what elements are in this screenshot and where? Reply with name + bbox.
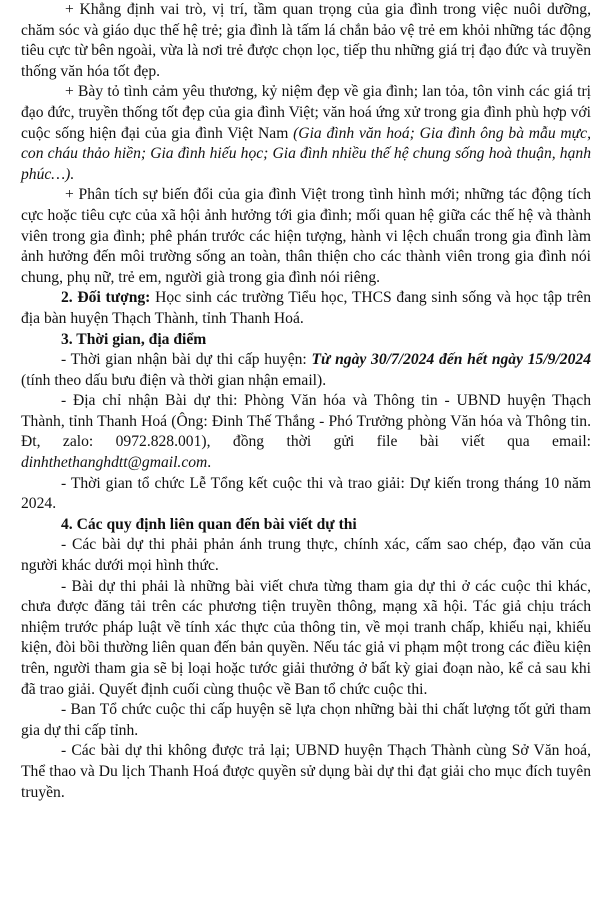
- time-submission-label: - Thời gian nhận bài dự thi cấp huyện:: [61, 351, 312, 369]
- section-participants: [21, 288, 591, 329]
- time-submission-dates: Từ ngày 30/7/2024 đến hết ngày 15/9/2024: [311, 351, 591, 369]
- rule-honesty: - Các bài dự thi phải phản ánh trung thực, chính xác, cấm sao chép, đạo văn của người khác dưới mọi hình thức.: [21, 536, 591, 575]
- time-submission-note: (tính theo dấu bưu điện và thời gian nhận email).: [21, 371, 327, 389]
- submission-address-text: - Địa chỉ nhận Bài dự thi: Phòng Văn hóa và Thông tin - UBND huyện Thạch Thành, tỉnh Thanh Hoá (Ông: Đinh Thế Thắng - Phó Trưởng phòng Văn hóa và Thông tin. Đt, zalo: 0972.828.001), đồng thời gửi file bài viết qua email:: [21, 392, 591, 451]
- paragraph-family-love: [21, 82, 591, 185]
- submission-address: [21, 391, 591, 473]
- submission-email[interactable]: dinhthethanghdtt@gmail.com: [21, 454, 208, 472]
- submission-address-end: .: [207, 454, 212, 472]
- paragraph-family-change: + Phân tích sự biến đổi của gia đình Việt trong tình hình mới; những tác động tích cực hoặc tiêu cực của xã hội ảnh hưởng tới gia đình; mối quan hệ giữa các thế hệ và thành viên trong gia đình; phê phán trước các hiện tượng, hành vi lệch chuẩn trong gia đình làm ảnh hưởng đến môi trường sống an toàn, thân thiện cho các thành viên trong gia đình nói chung, phụ nữ, trẻ em, người già trong gia đình nói riêng.: [21, 186, 591, 286]
- section-rules-heading: 4. Các quy định liên quan đến bài viết dự thi: [61, 515, 357, 533]
- paragraph-family-role: + Khẳng định vai trò, vị trí, tầm quan trọng của gia đình trong việc nuôi dưỡng, chăm sóc và giáo dục thế hệ trẻ; gia đình là tấm lá chắn bảo vệ trẻ em khỏi những tác động tiêu cực từ bên ngoài, vừa là nơi trẻ được chọn lọc, tiếp thu những giá trị đạo đức và truyền thống văn hóa tốt đẹp.: [21, 1, 591, 80]
- section-participants-text: Học sinh các trường Tiểu học, THCS đang sinh sống và học tập trên địa bàn huyện Thạch Thành, tỉnh Thanh Hoá.: [21, 289, 591, 327]
- rule-originality: - Bài dự thi phải là những bài viết chưa từng tham gia dự thi ở các cuộc thi khác, chưa được đăng tải trên các phương tiện truyền thông, mạng xã hội. Tác giả chịu trách nhiệm trước pháp luật về tính xác thực của thông tin, về mọi tranh chấp, khiếu nại, khiếu kiện, đòi bồi thường liên quan đến bản quyền. Nếu tác giả vi phạm một trong các điều kiện trên, người tham gia sẽ bị loại hoặc tước giải thưởng ở bất kỳ giai đoạn nào, kể cả sau khi đã trao giải. Quyết định cuối cùng thuộc về Ban tổ chức cuộc thi.: [21, 577, 591, 698]
- section-participants-label: 2. Đối tượng:: [61, 289, 151, 307]
- time-submission: [21, 350, 591, 391]
- ceremony-time: - Thời gian tổ chức Lễ Tổng kết cuộc thi và trao giải: Dự kiến trong tháng 10 năm 2024.: [21, 474, 591, 513]
- rule-usage: - Các bài dự thi không được trả lại; UBND huyện Thạch Thành cùng Sở Văn hoá, Thể thao và Du lịch Thanh Hoá được quyền sử dụng bài dự thi đạt giải cho mục đích tuyên truyền.: [21, 742, 591, 801]
- section-time-heading: 3. Thời gian, địa điểm: [61, 330, 207, 348]
- paragraph-family-love-examples: (Gia đình văn hoá; Gia đình ông bà mẫu mực, con cháu thảo hiền; Gia đình hiếu học; Gia đình nhiều thế hệ chung sống hoà thuận, hạnh phúc…).: [21, 124, 592, 183]
- rule-selection: - Ban Tổ chức cuộc thi cấp huyện sẽ lựa chọn những bài thi chất lượng tốt gửi tham gia dự thi cấp tỉnh.: [21, 701, 591, 739]
- paragraph-family-love-text: + Bày tỏ tình cảm yêu thương, kỷ niệm đẹp về gia đình; lan tỏa, tôn vinh các giá trị đạo đức, truyền thống tốt đẹp của gia đình Việt; văn hoá ứng xử trong gia đình phù hợp với cuộc sống hiện đại của gia đình Việt Nam: [21, 83, 591, 142]
